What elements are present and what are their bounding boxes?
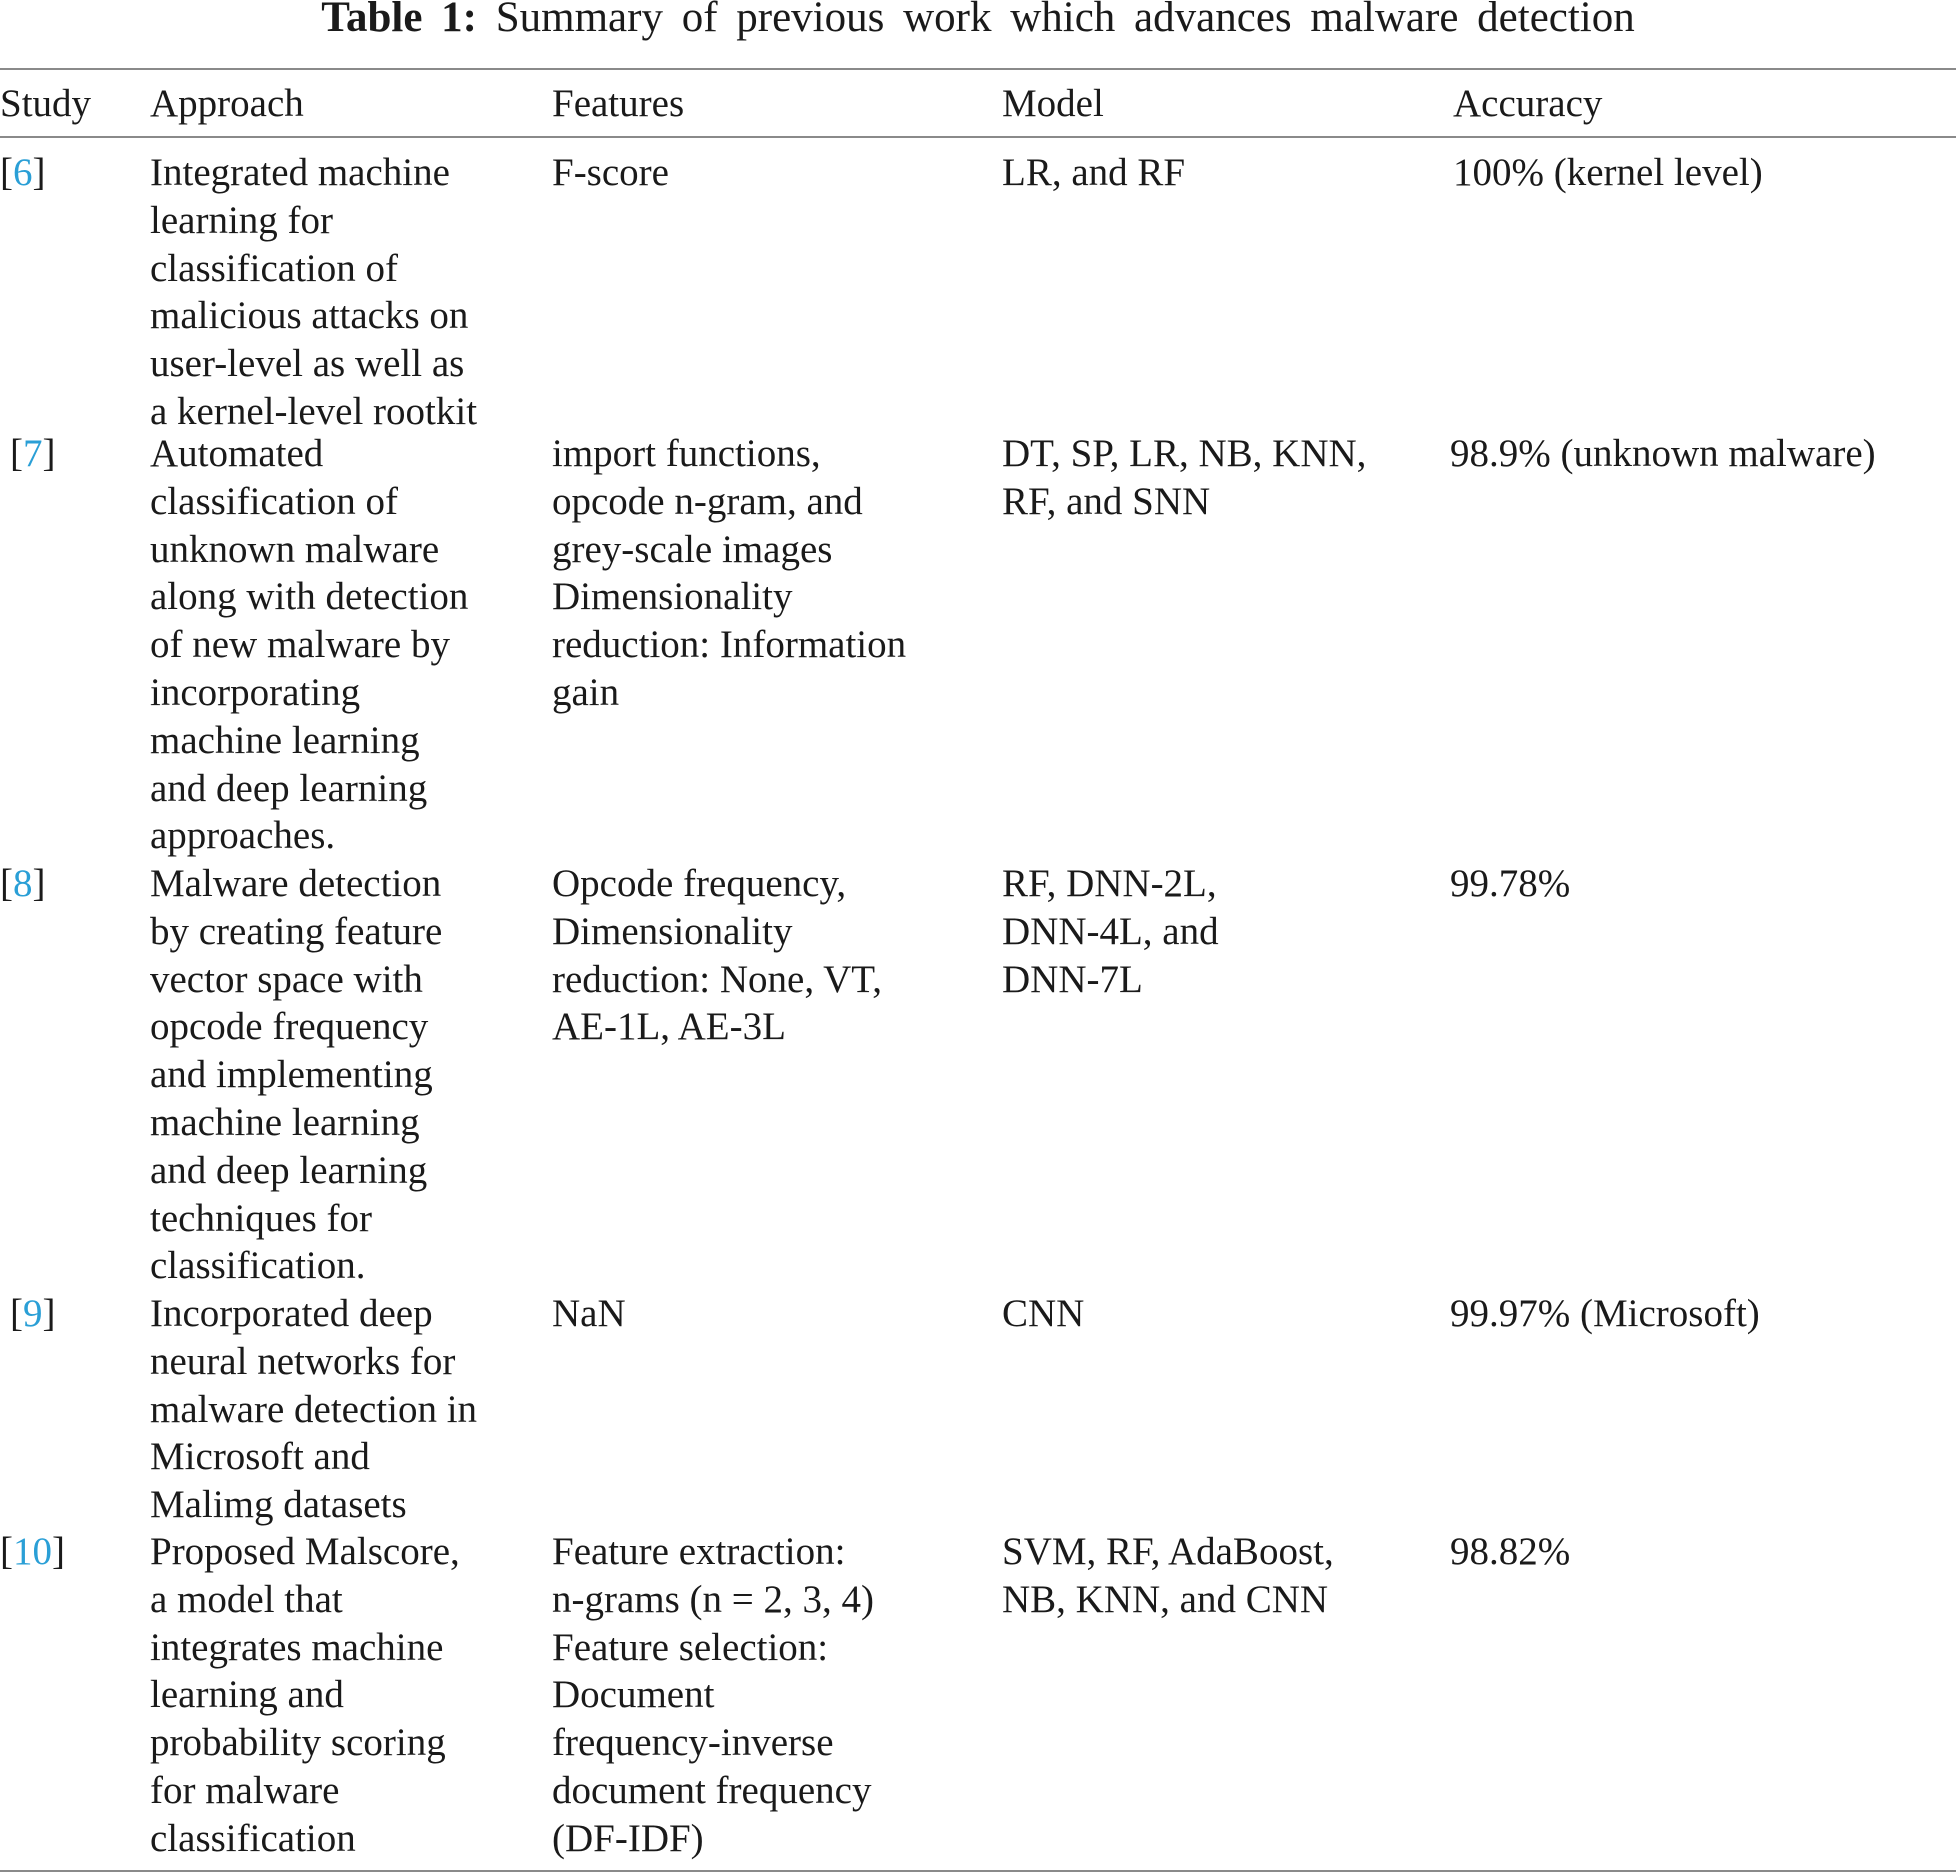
cell-model: CNN: [1002, 1292, 1085, 1335]
cell-approach: Proposed Malscore, a model that integrates machine learning and probability scoring for malware classification: [150, 1530, 460, 1860]
citation-link[interactable]: 7: [23, 432, 43, 475]
cell-accuracy: 98.9% (unknown malware): [1450, 432, 1876, 475]
top-rule: [0, 68, 1956, 70]
table-row-ref[interactable]: [9]: [10, 1292, 56, 1335]
bottom-rule: [0, 1870, 1956, 1872]
cell-approach: Incorporated deep neural networks for malware detection in Microsoft and Malimg datasets: [150, 1292, 478, 1527]
table-row-ref[interactable]: [6]: [0, 151, 46, 194]
cell-model: RF, DNN-2L, DNN-4L, and DNN-7L: [1002, 862, 1219, 1001]
cell-model: SVM, RF, AdaBoost, NB, KNN, and CNN: [1002, 1530, 1334, 1621]
header-accuracy: Accuracy: [1453, 82, 1603, 125]
cell-approach: Integrated machine learning for classification of malicious attacks on user-level as well as a kernel-level rootkit: [150, 151, 478, 433]
cell-features: Feature extraction: n-grams (n = 2, 3, 4) Feature selection: Document frequency-inverse document frequency (DF-IDF): [552, 1530, 875, 1860]
citation-link[interactable]: 8: [13, 862, 33, 905]
cell-accuracy: 98.82%: [1450, 1530, 1571, 1573]
cell-model: DT, SP, LR, NB, KNN, RF, and SNN: [1002, 432, 1367, 523]
citation-link[interactable]: 10: [13, 1530, 52, 1573]
cell-accuracy: 100% (kernel level): [1453, 151, 1763, 194]
cell-approach: Automated classification of unknown malware along with detection of new malware by incorporating machine learning and deep learning approaches.: [150, 432, 469, 858]
header-features: Features: [552, 82, 685, 125]
table-row-ref[interactable]: [7]: [10, 432, 56, 475]
header-model: Model: [1002, 82, 1104, 125]
header-study: Study: [0, 82, 92, 125]
table-row-ref[interactable]: [8]: [0, 862, 46, 905]
cell-features: NaN: [552, 1292, 626, 1335]
cell-model: LR, and RF: [1002, 151, 1186, 194]
table-row-ref[interactable]: [10]: [0, 1530, 65, 1573]
header-approach: Approach: [150, 82, 304, 125]
cell-accuracy: 99.97% (Microsoft): [1450, 1292, 1760, 1335]
caption-text: Summary of previous work which advances malware detection: [495, 0, 1635, 41]
cell-accuracy: 99.78%: [1450, 862, 1571, 905]
table-caption: [0, 0, 1956, 42]
citation-link[interactable]: 9: [23, 1292, 43, 1335]
cell-features: import functions, opcode n-gram, and grey-scale images Dimensionality reduction: Information gain: [552, 432, 907, 714]
header-rule: [0, 136, 1956, 138]
caption-label: Table 1:: [321, 0, 477, 41]
citation-link[interactable]: 6: [13, 151, 33, 194]
cell-features: F-score: [552, 151, 669, 194]
cell-approach: Malware detection by creating feature vector space with opcode frequency and implementing machine learning and deep learning techniques for classification.: [150, 862, 443, 1288]
cell-features: Opcode frequency, Dimensionality reduction: None, VT, AE-1L, AE-3L: [552, 862, 882, 1049]
